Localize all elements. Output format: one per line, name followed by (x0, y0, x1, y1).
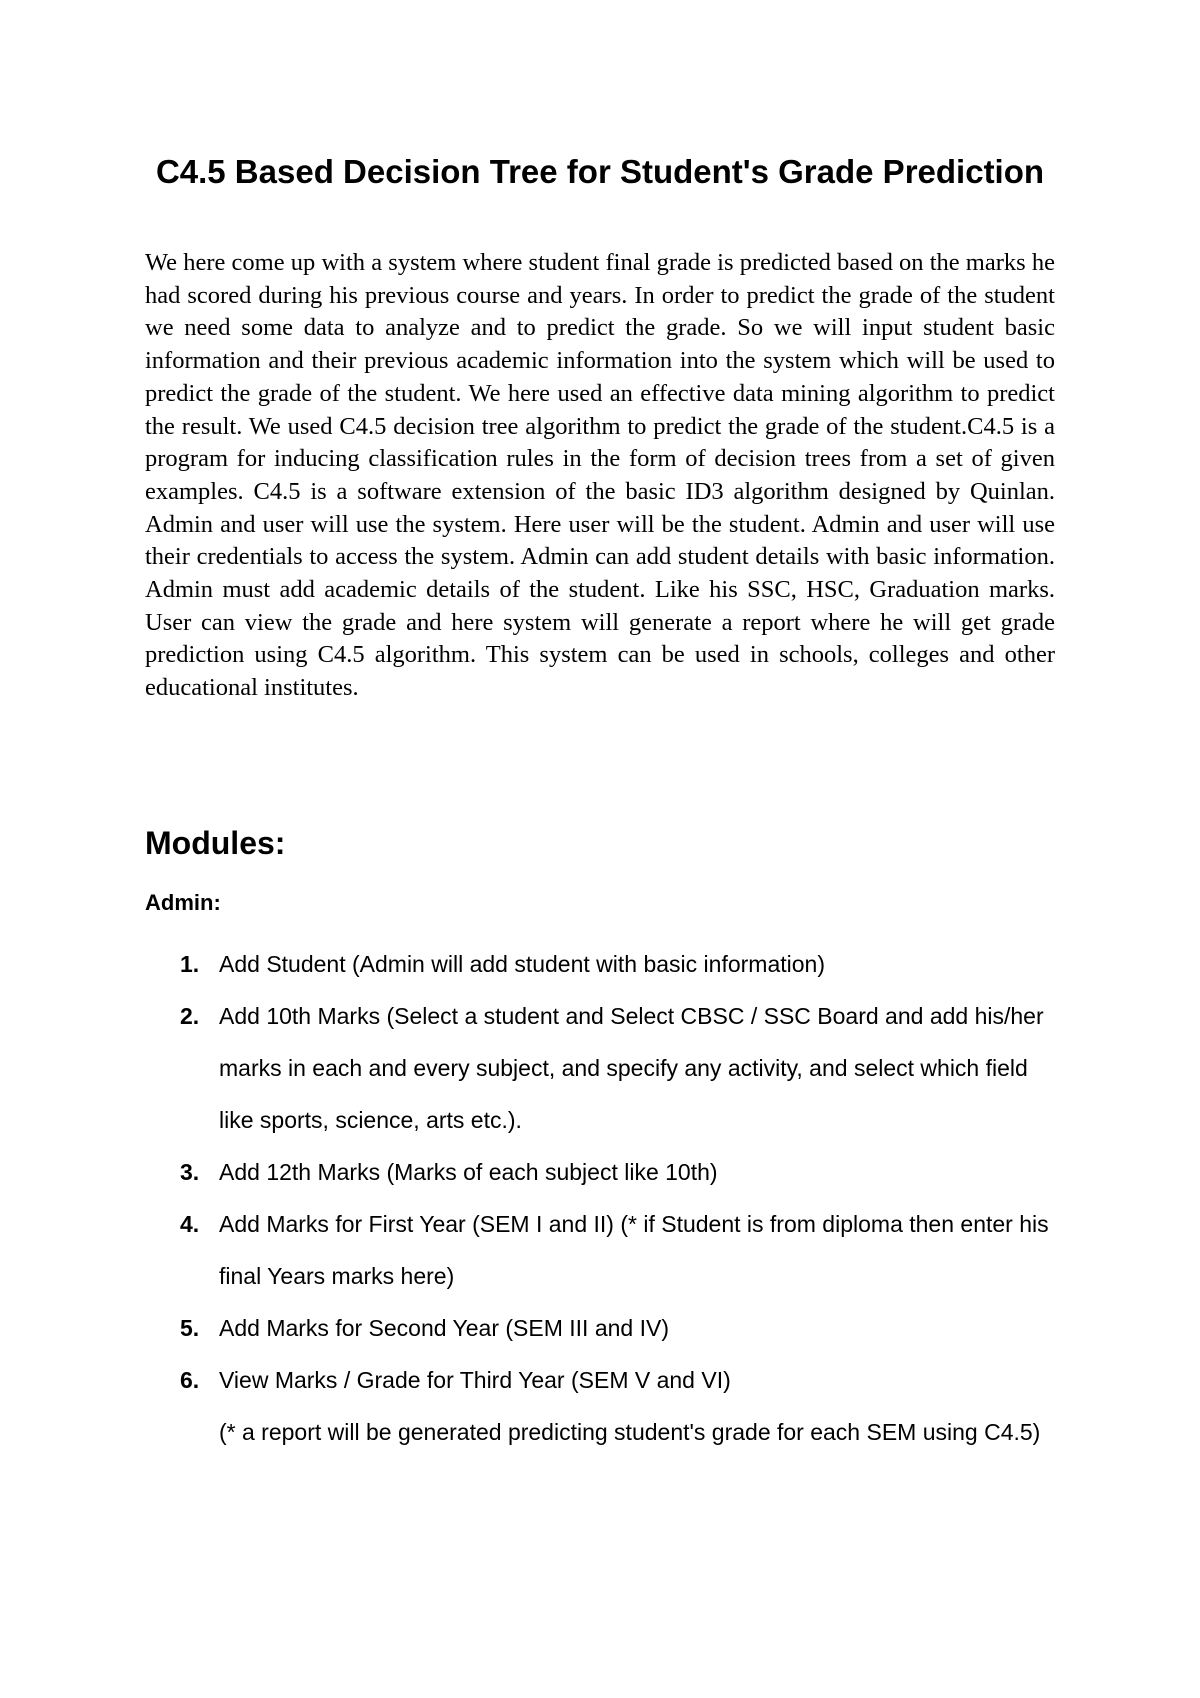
admin-heading: Admin: (145, 890, 221, 915)
module-text: Add 10th Marks (Select a student and Select CBSC / SSC Board and add his/her marks in each and every subject, and specify any activity, and select which field like sports, science, arts etc.). (219, 1003, 1044, 1133)
module-number: 5. (180, 1315, 200, 1341)
module-item-third-year-grade (145, 1354, 1055, 1458)
module-text: Add Marks for First Year (SEM I and II) (* if Student is from diploma then enter his final Years marks here) (219, 1211, 1049, 1289)
module-item-add-10th-marks (145, 990, 1055, 1146)
module-item-first-year-marks (145, 1198, 1055, 1302)
admin-module-list (145, 938, 1055, 1458)
page-title: C4.5 Based Decision Tree for Student's Grade Prediction (155, 153, 1045, 190)
module-number: 4. (180, 1211, 200, 1237)
module-number: 3. (180, 1159, 200, 1185)
modules-heading: Modules: (145, 825, 286, 861)
module-number: 1. (180, 951, 200, 977)
module-text: Add Marks for Second Year (SEM III and IV) (219, 1315, 669, 1341)
intro-paragraph: We here come up with a system where student final grade is predicted based on the marks he had scored during his previous course and years. In order to predict the grade of the student we need some data to analyze and to predict the grade. So we will input student basic information and their previous academic information into the system which will be used to predict the grade of the student. We here used an effective data mining algorithm to predict the result. We used C4.5 decision tree algorithm to predict the grade of the student.C4.5 is a program for inducing classification rules in the form of decision trees from a set of given examples. C4.5 is a software extension of the basic ID3 algorithm designed by Quinlan. Admin and user will use the system. Here user will be the student. Admin and user will use their credentials to access the system. Admin can add student details with basic information. Admin must add academic details of the student. Like his SSC, HSC, Graduation marks. User can view the grade and here system will generate a report where he will get grade prediction using C4.5 algorithm. This system can be used in schools, colleges and other educational institutes. (145, 249, 1055, 702)
module-text: Add Student (Admin will add student with basic information) (219, 951, 825, 977)
module-text: Add 12th Marks (Marks of each subject like 10th) (219, 1159, 718, 1185)
module-item-add-12th-marks (145, 1146, 1055, 1198)
module-item-add-student (145, 938, 1055, 990)
module-number: 2. (180, 1003, 200, 1029)
module-note: (* a report will be generated predicting student's grade for each SEM using C4.5) (219, 1419, 1041, 1445)
module-number: 6. (180, 1367, 200, 1393)
module-text: View Marks / Grade for Third Year (SEM V and VI) (219, 1367, 731, 1393)
module-item-second-year-marks (145, 1302, 1055, 1354)
